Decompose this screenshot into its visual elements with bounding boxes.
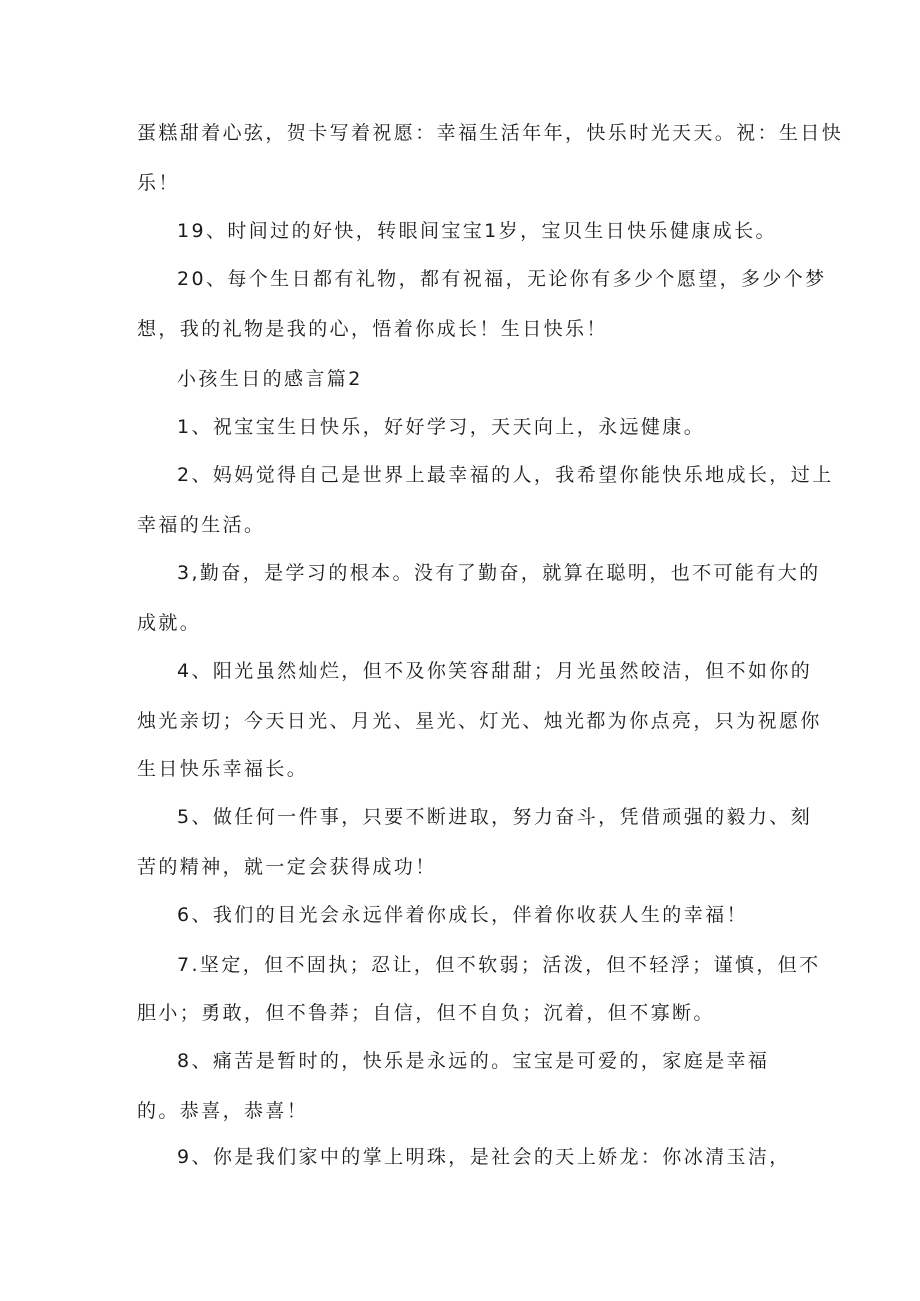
text-line: 20、每个生日都有礼物，都有祝福，无论你有多少个愿望，多少个梦: [177, 268, 827, 290]
text-line: 蛋糕甜着心弦，贺卡写着祝愿：幸福生活年年，快乐时光天天。祝：生日快: [137, 122, 844, 144]
text-line: 7.坚定，但不固执；忍让，但不软弱；活泼，但不轻浮；谨慎，但不: [177, 954, 821, 976]
text-line: 1、祝宝宝生日快乐，好好学习，天天向上，永远健康。: [177, 416, 706, 438]
text-line: 生日快乐幸福长。: [137, 758, 309, 780]
text-line: 烛光亲切；今天日光、月光、星光、灯光、烛光都为你点亮，只为祝愿你: [137, 710, 822, 732]
text-line: 8、痛苦是暂时的，快乐是永远的。宝宝是可爱的，家庭是幸福: [177, 1050, 770, 1072]
text-line: 想，我的礼物是我的心，悟着你成长！生日快乐！: [137, 318, 608, 340]
text-line: 胆小；勇敢，但不鲁莽；自信，但不自负；沉着，但不寡断。: [137, 1002, 715, 1024]
text-line: 成就。: [137, 612, 202, 634]
text-line: 19、时间过的好快，转眼间宝宝1岁，宝贝生日快乐健康成长。: [177, 220, 777, 242]
text-line: 幸福的生活。: [137, 514, 266, 536]
text-line: 2、妈妈觉得自己是世界上最幸福的人，我希望你能快乐地成长，过上: [177, 464, 834, 486]
text-line: 的。恭喜，恭喜！: [137, 1100, 309, 1122]
section-heading: 小孩生日的感言篇2: [177, 368, 363, 390]
text-line: 3,勤奋，是学习的根本。没有了勤奋，就算在聪明，也不可能有大的: [177, 562, 821, 584]
text-line: 4、阳光虽然灿烂，但不及你笑容甜甜；月光虽然皎洁，但不如你的: [177, 660, 813, 682]
text-line: 苦的精神，就一定会获得成功！: [137, 856, 437, 878]
text-line: 5、做任何一件事，只要不断进取，努力奋斗，凭借顽强的毅力、刻: [177, 806, 813, 828]
text-line: 9、你是我们家中的掌上明珠，是社会的天上娇龙：你冰清玉洁，: [177, 1146, 791, 1168]
text-line: 6、我们的目光会永远伴着你成长，伴着你收获人生的幸福！: [177, 904, 748, 926]
text-line: 乐！: [137, 172, 180, 194]
